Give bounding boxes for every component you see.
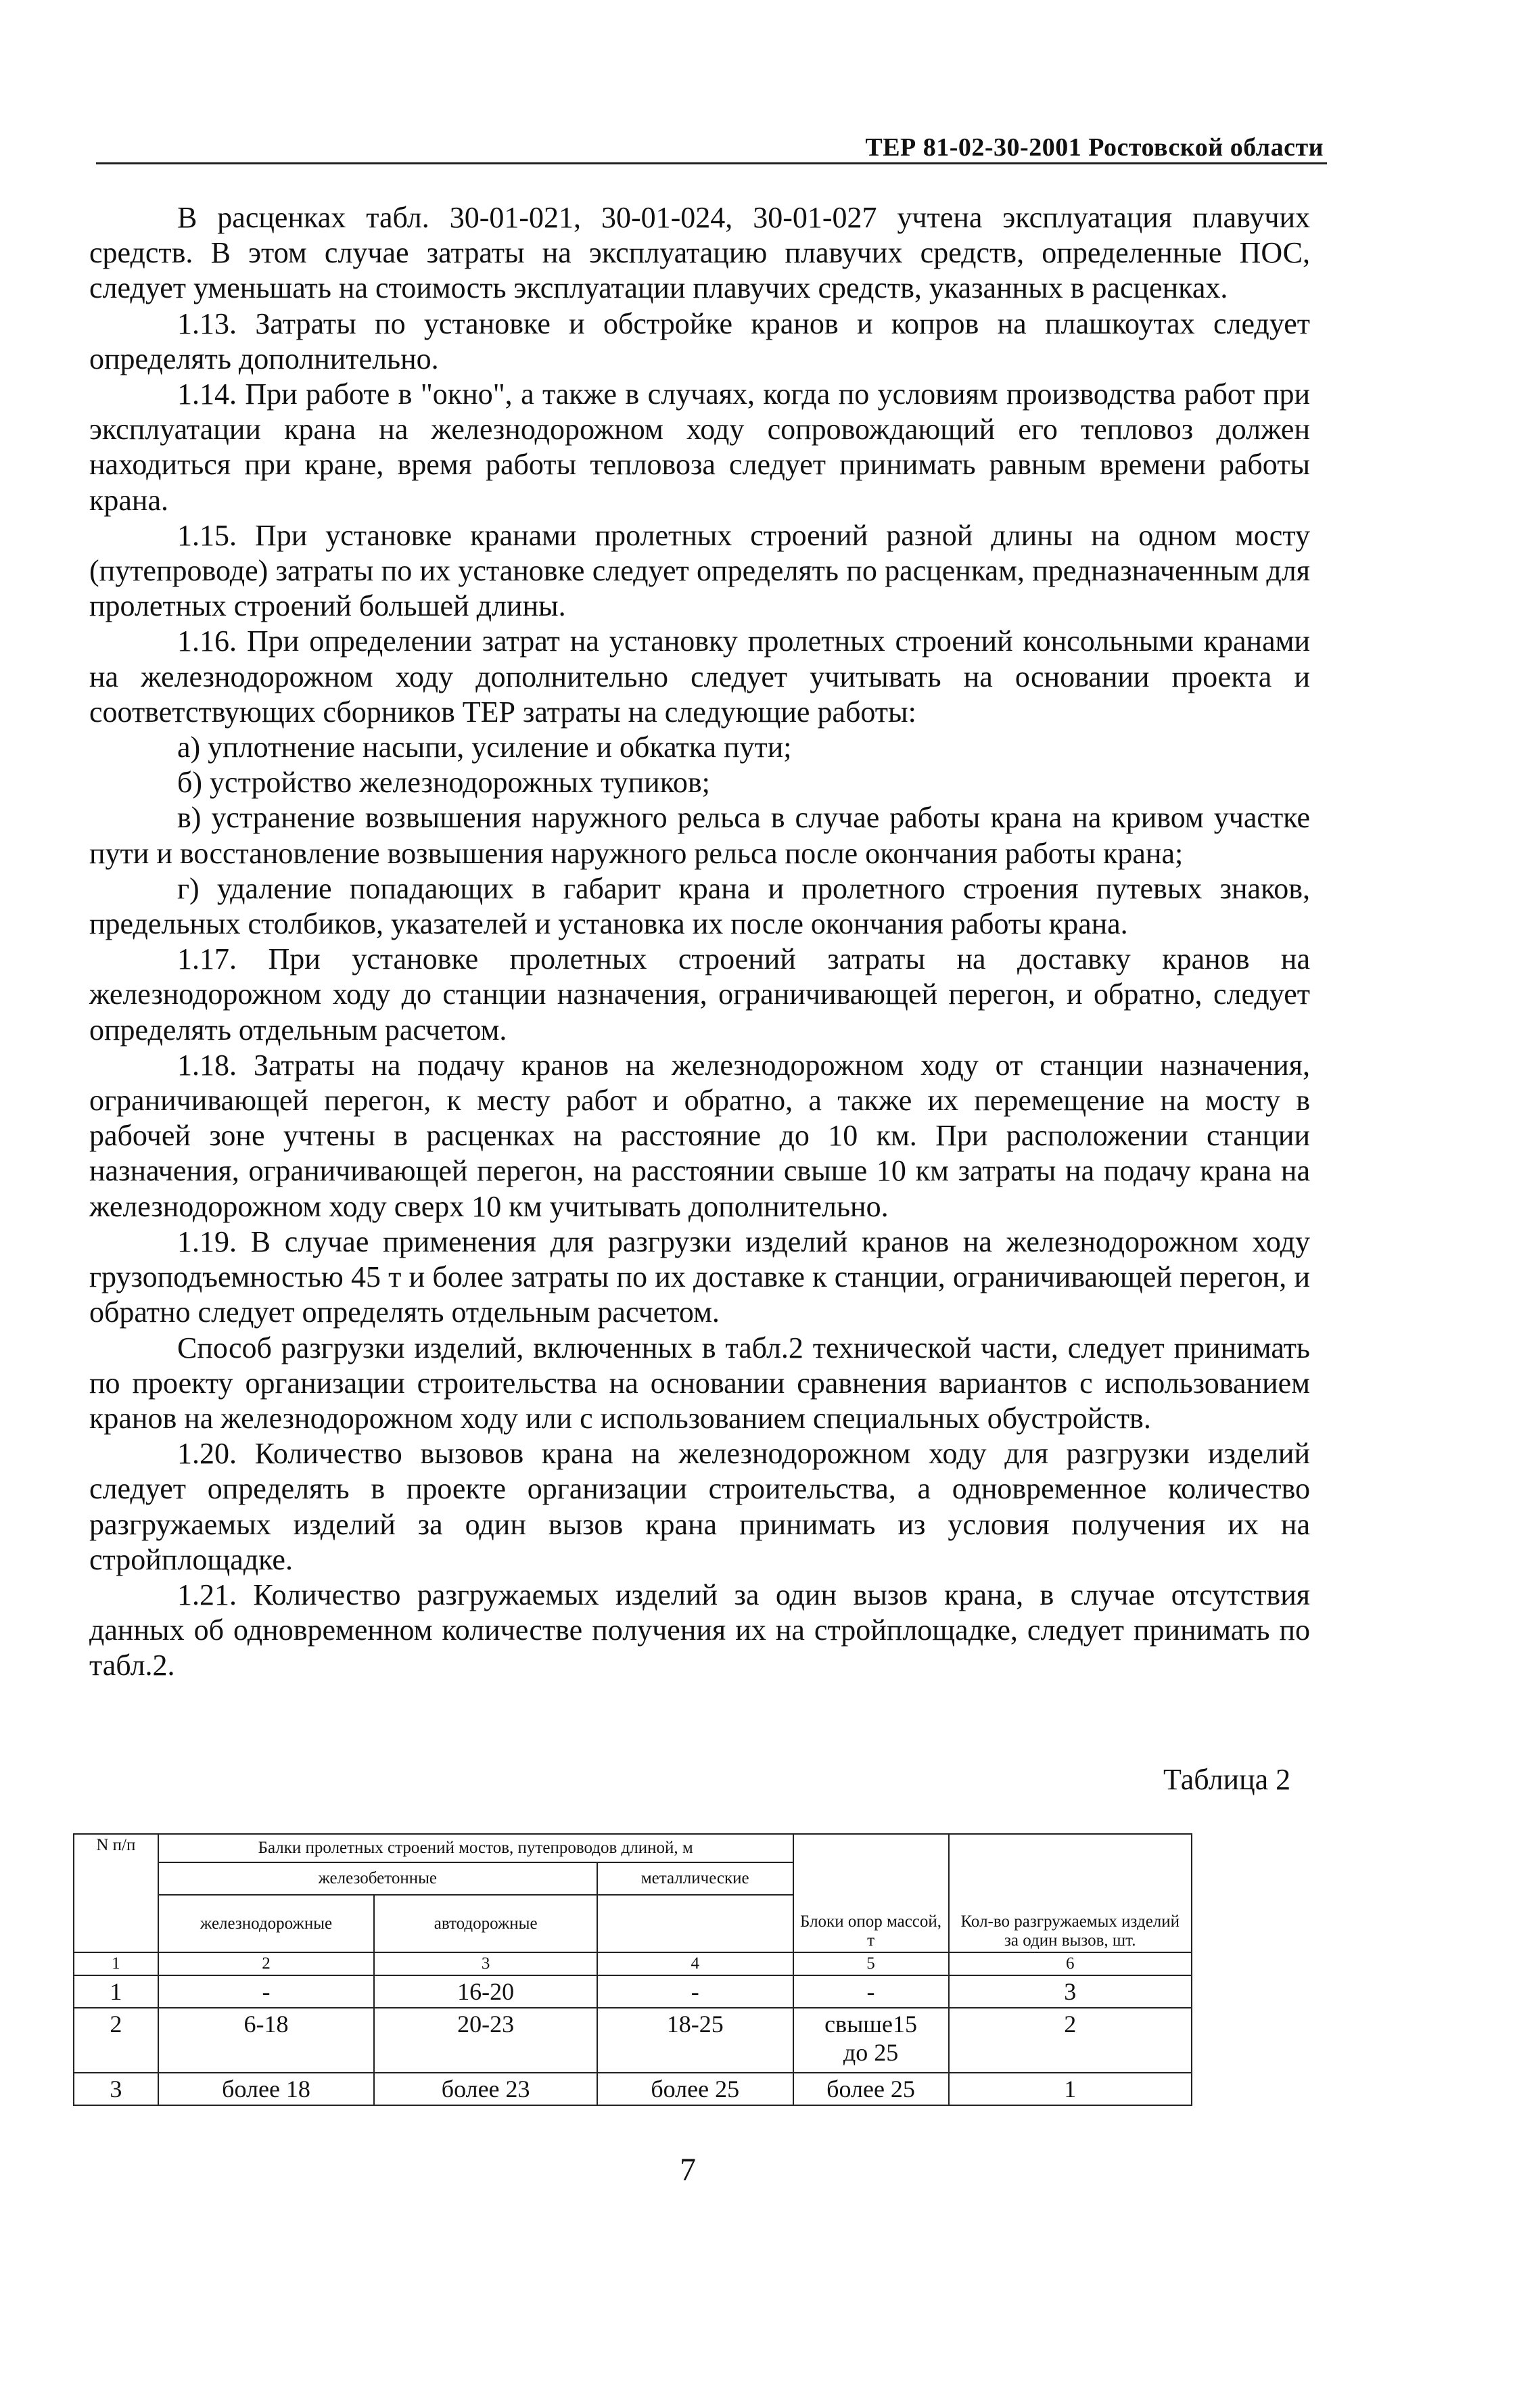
paragraph: Способ разгрузки изделий, включенных в табл.2 технической части, следует принимать по проекту организации строительства на основании сравнения вариантов с использованием кранов на железнодорожном ходу или с использованием специальных обустройств. [89, 1331, 1310, 1435]
header-beams: Балки пролетных строений мостов, путепроводов длиной, м [158, 1834, 793, 1862]
table-cell: 16-20 [374, 1975, 597, 2008]
column-number: 3 [374, 1952, 597, 1975]
column-number: 4 [597, 1952, 793, 1975]
table-cell: более 18 [158, 2073, 375, 2105]
header-num: N п/п [74, 1834, 158, 1952]
document-header: ТЕР 81-02-30-2001 Ростовской области [865, 133, 1324, 162]
paragraph: В расценках табл. 30-01-021, 30-01-024, 30-01-027 учтена эксплуатация плавучих средств. В этом случае затраты на эксплуатацию плавучих средств, определенные ПОС, следует уменьшать на стоимость эксплуатации плавучих средств, указанных в расценках. [89, 201, 1310, 305]
table-title: Таблица 2 [1163, 1763, 1291, 1796]
paragraph: 1.14. При работе в "окно", а также в случаях, когда по условиям производства работ при эксплуатации крана на железнодорожном ходу сопровождающий его тепловоз должен находиться при кране, время работы тепловоза следует принимать равным времени работы крана. [89, 377, 1310, 517]
table-cell: более 23 [374, 2073, 597, 2105]
table-cell: более 25 [793, 2073, 949, 2105]
table-row [74, 2073, 1192, 2105]
table-cell: 18-25 [597, 2008, 793, 2073]
header-count: Кол-во разгружаемых изделий за один вызов, шт. [949, 1834, 1192, 1952]
header-reinforced: железобетонные [158, 1862, 597, 1895]
table-cell: 6-18 [158, 2008, 375, 2073]
table-cell: 1 [949, 2073, 1192, 2105]
table-cell: более 25 [597, 2073, 793, 2105]
paragraph: 1.15. При установке кранами пролетных строений разной длины на одном мосту (путепроводе) затраты по их установке следует определять по расценкам, предназначенным для пролетных строений большей длины. [89, 518, 1310, 623]
table-cell: - [793, 1975, 949, 2008]
body-text [89, 200, 1310, 1684]
paragraph: 1.17. При установке пролетных строений затраты на доставку кранов на железнодорожном ходу до станции назначения, ограничивающей перегон, и обратно, следует определять отдельным расчетом. [89, 942, 1310, 1047]
header-blocks: Блоки опор массой, т [793, 1834, 949, 1952]
list-item: в) устранение возвышения наружного рельса в случае работы крана на кривом участке пути и восстановление возвышения наружного рельса после окончания работы крана; [89, 801, 1310, 870]
table-row [74, 1975, 1192, 2008]
table-row [74, 2008, 1192, 2073]
column-number: 5 [793, 1952, 949, 1975]
table-cell: - [158, 1975, 375, 2008]
table-cell: - [597, 1975, 793, 2008]
table-cell: 2 [949, 2008, 1192, 2073]
list-item: б) устройство железнодорожных тупиков; [177, 766, 710, 800]
crane-unloading-table [73, 1833, 1192, 2106]
table-cell: 3 [74, 2073, 158, 2105]
list-item: а) уплотнение насыпи, усиление и обкатка пути; [177, 731, 792, 764]
column-number: 6 [949, 1952, 1192, 1975]
column-number: 1 [74, 1952, 158, 1975]
table-cell: свыше15 до 25 [793, 2008, 949, 2073]
paragraph: 1.13. Затраты по установке и обстройке кранов и копров на плашкоутах следует определять дополнительно. [89, 306, 1310, 375]
paragraph: 1.19. В случае применения для разгрузки изделий кранов на железнодорожном ходу грузоподъемностью 45 т и более затраты по их доставке к станции, ограничивающей перегон, и обратно следует определять отдельным расчетом. [89, 1224, 1310, 1329]
table-cell: 1 [74, 1975, 158, 2008]
header-road: автодорожные [374, 1895, 597, 1952]
paragraph: 1.20. Количество вызовов крана на железнодорожном ходу для разгрузки изделий следует определять в проекте организации строительства, а одновременное количество разгружаемых изделий за один вызов крана принимать из условия получения их на стройплощадке. [89, 1437, 1310, 1576]
list-item: г) удаление попадающих в габарит крана и пролетного строения путевых знаков, предельных столбиков, указателей и установка их после окончания работы крана. [89, 871, 1310, 941]
column-number: 2 [158, 1952, 375, 1975]
paragraph: 1.21. Количество разгружаемых изделий за один вызов крана, в случае отсутствия данных об одновременном количестве получения их на стройплощадке, следует принимать по табл.2. [89, 1578, 1310, 1682]
table-cell: 3 [949, 1975, 1192, 2008]
header-rule [96, 162, 1327, 164]
page-number: 7 [680, 2152, 696, 2188]
paragraph: 1.16. При определении затрат на установку пролетных строений консольными кранами на железнодорожном ходу дополнительно следует учитывать на основании проекта и соответствующих сборников ТЕР затраты на следующие работы: [89, 624, 1310, 729]
table-cell: 20-23 [374, 2008, 597, 2073]
paragraph: 1.18. Затраты на подачу кранов на железнодорожном ходу от станции назначения, ограничивающей перегон, к месту работ и обратно, а также их перемещение на мосту в рабочей зоне учтены в расценках на расстояние до 10 км. При расположении станции назначения, ограничивающей перегон, на расстоянии свыше 10 км затраты на подачу крана на железнодорожном ходу сверх 10 км учитывать дополнительно. [89, 1048, 1310, 1223]
header-metal: металлические [597, 1862, 793, 1895]
header-metal-empty [597, 1895, 793, 1952]
header-railway: железнодорожные [158, 1895, 375, 1952]
table-cell: 2 [74, 2008, 158, 2073]
